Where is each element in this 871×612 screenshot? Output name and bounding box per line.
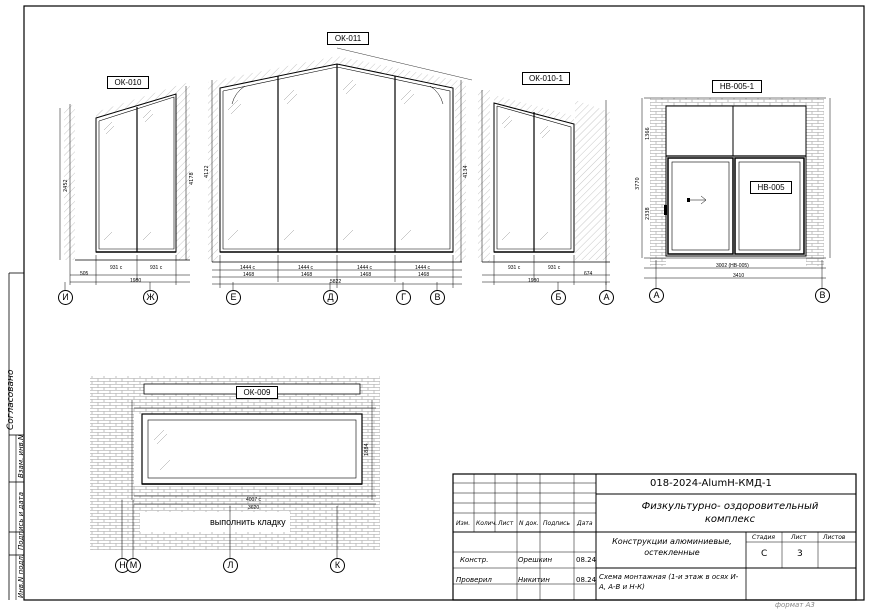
name-oreshkin: Орешкин	[518, 556, 553, 564]
axis-a: А	[599, 290, 614, 305]
dim-nv-h2: 2338	[645, 207, 651, 220]
axis-l: Л	[223, 558, 238, 573]
ok-010-drawing	[60, 82, 190, 285]
dim-ok011-s4: 1468	[418, 272, 430, 278]
list-value: 3	[797, 549, 803, 559]
section-name: Конструкции алюминиевые, остекленные	[612, 537, 732, 557]
dim-ok010-h2: 4178	[189, 172, 195, 185]
axis-v-nv: В	[815, 288, 830, 303]
axis-m: М	[126, 558, 141, 573]
axis-zh: Ж	[143, 290, 158, 305]
dim-ok010-1-b1: 931 с	[508, 265, 521, 271]
axis-d: Д	[323, 290, 338, 305]
dim-ok011-h2: 4134	[463, 165, 469, 178]
nv-005-1-label: НВ-005-1	[712, 80, 762, 93]
dim-ok011-b2: 1444 с	[298, 265, 314, 271]
dim-ok010-b1: 931 с	[110, 265, 123, 271]
name-nikitin: Никитин	[518, 576, 550, 584]
ok-010-label: ОК-010	[107, 76, 149, 89]
sheet-title: Схема монтажная (1-и этаж в осях И-А, А-В и Н-К)	[599, 573, 739, 591]
doc-code: 018-2024-AlumH-КМД-1	[650, 478, 772, 489]
dim-ok009-b: 3620	[248, 505, 260, 511]
dim-ok010-1-total: 1980	[528, 278, 540, 284]
project-name: Физкультурно- оздоровительный комплекс	[641, 501, 819, 525]
ok-011-drawing	[208, 48, 472, 288]
axis-a-nv: А	[649, 288, 664, 303]
dim-ok010-total: 1980	[130, 278, 142, 284]
format-label: формат А3	[775, 601, 815, 609]
hdr-ndok: N док.	[519, 520, 539, 527]
axis-v: В	[430, 290, 445, 305]
dim-nv-full: 3410	[733, 273, 745, 279]
nv-005-1-drawing	[642, 98, 830, 290]
ok-011-label: ОК-011	[327, 32, 369, 45]
role-konstr: Констр.	[460, 556, 489, 564]
dim-ok009-h: 1884	[364, 443, 370, 456]
dim-ok011-b4: 1444 с	[415, 265, 431, 271]
dim-ok011-b1: 1444 с	[240, 265, 256, 271]
dim-ok011-h1: 4122	[204, 165, 210, 178]
stamp-podpis-data: Подпись и дата	[17, 492, 25, 550]
role-proveril: Проверил	[456, 576, 492, 584]
dim-ok010-b2: 931 с	[150, 265, 163, 271]
hdr-data: Дата	[577, 520, 593, 527]
dim-ok009-a: 4007 с	[246, 497, 262, 503]
date-proveril: 08.24	[576, 576, 597, 584]
stage-label: Стадия	[752, 534, 776, 541]
ok-010-1-drawing	[478, 90, 610, 285]
date-konstr: 08.24	[576, 556, 597, 564]
ok-010-1-label: ОК-010-1	[522, 72, 570, 85]
axis-b: Б	[551, 290, 566, 305]
dim-ok010-1-right: 674	[584, 271, 593, 277]
axis-k: К	[330, 558, 345, 573]
hdr-izm: Изм.	[456, 520, 471, 527]
axis-e: Е	[226, 290, 241, 305]
dim-ok011-b3: 1444 с	[357, 265, 373, 271]
dim-ok011-s3: 1468	[360, 272, 372, 278]
dim-nv-h1: 1366	[645, 127, 651, 140]
listov-label: Листов	[823, 534, 846, 541]
axis-g: Г	[396, 290, 411, 305]
stamp-vzam-inv: Взам. инв.N	[17, 434, 25, 478]
stage-value: С	[761, 549, 768, 559]
stamp-agreed: Согласовано	[6, 369, 16, 430]
list-label: Лист	[791, 534, 807, 541]
stamp-inv-podl: Инв.N подл.	[17, 553, 25, 598]
dim-nv-total: 3002 (НВ-005)	[716, 263, 749, 269]
ok-009-drawing	[90, 376, 380, 562]
kladka-note: выполнить кладку	[210, 517, 286, 527]
dim-ok010-1-b2: 931 с	[548, 265, 561, 271]
dim-ok011-total: 5822	[330, 279, 342, 285]
dim-nv-h: 3770	[635, 177, 641, 190]
dim-ok011-s2: 1468	[301, 272, 313, 278]
dim-ok010-left: 505	[80, 271, 89, 277]
dim-ok011-s1: 1468	[243, 272, 255, 278]
hdr-list: Лист	[498, 520, 514, 527]
axis-i: И	[58, 290, 73, 305]
nv-005-label: НВ-005	[750, 181, 792, 194]
hdr-podpis: Подпись	[543, 520, 570, 527]
dim-ok010-h: 2452	[63, 179, 69, 192]
axis-n: Н	[115, 558, 130, 573]
ok-009-label: ОК-009	[236, 386, 278, 399]
hdr-kol: Колич.	[476, 520, 498, 527]
